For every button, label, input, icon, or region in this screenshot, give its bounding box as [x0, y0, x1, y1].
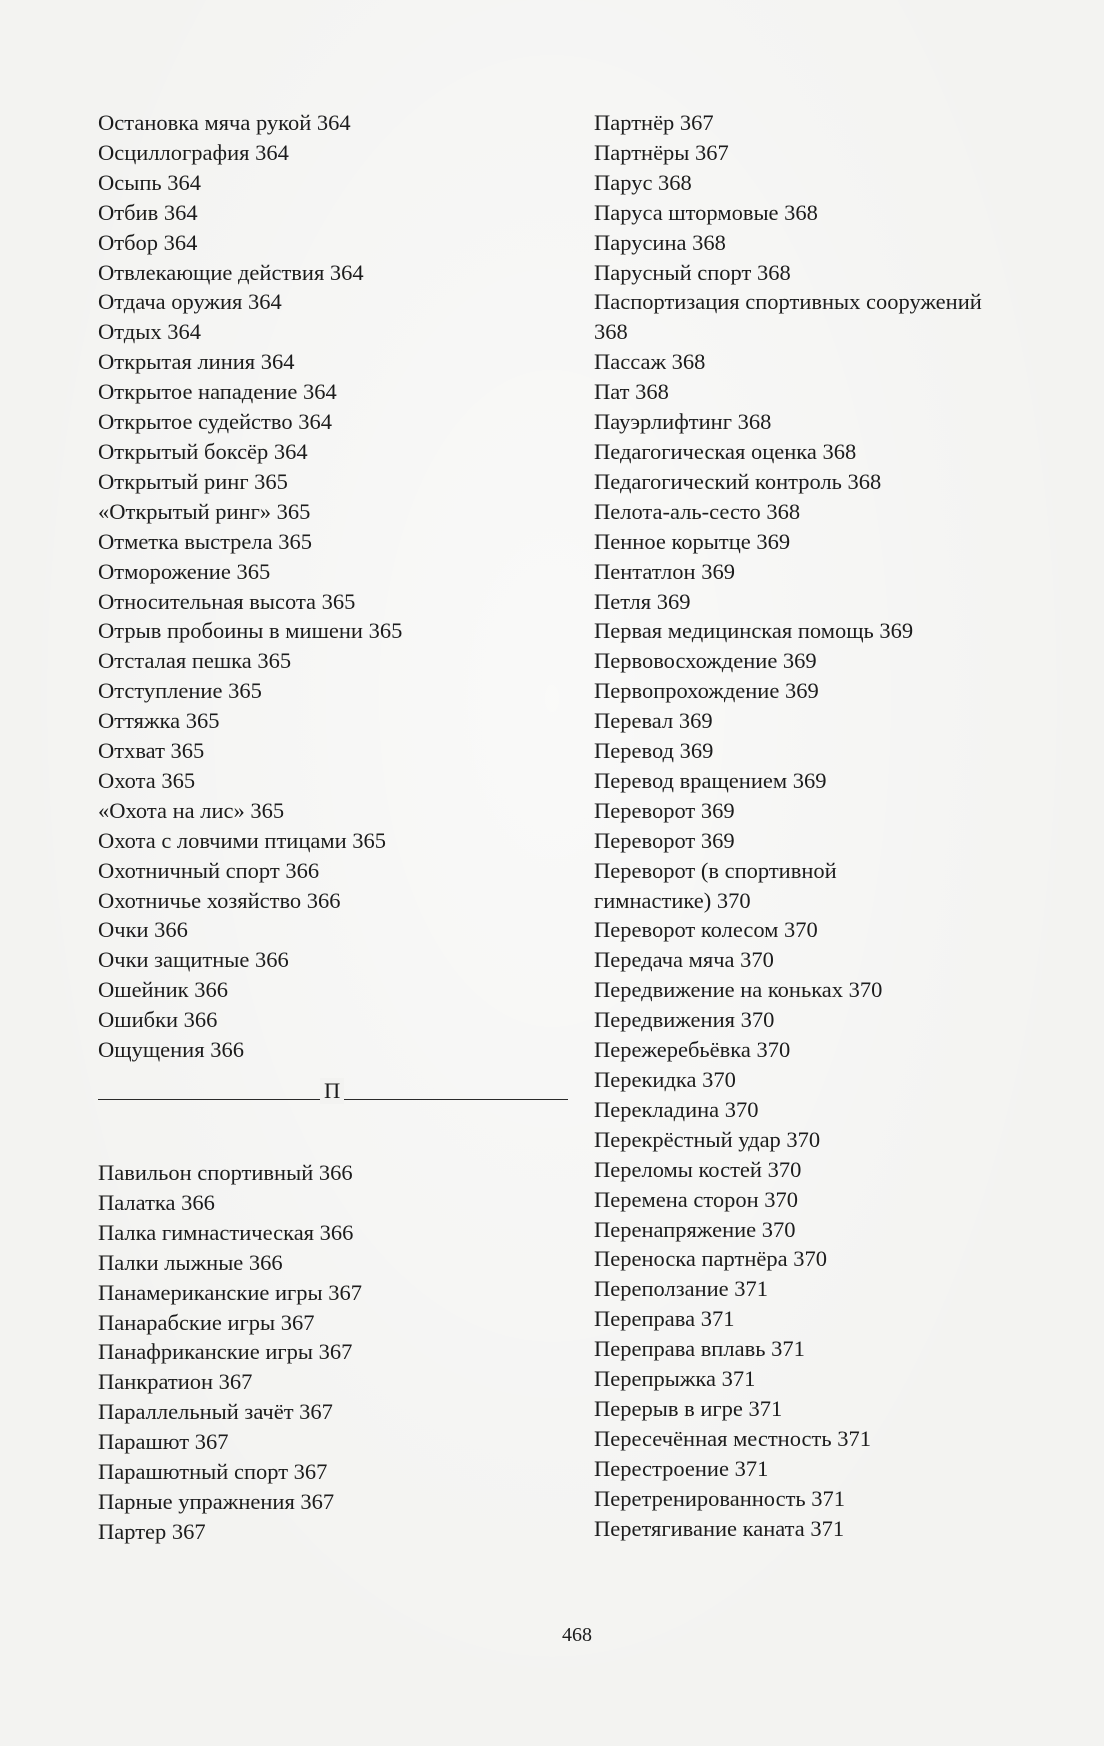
index-entry: Паспортизация спортивных сооружений	[594, 289, 982, 315]
index-entry: Отсталая пешка 365	[98, 648, 292, 674]
index-entry: Панкратион 367	[98, 1369, 253, 1395]
index-entry: Пенное корытце 369	[594, 528, 791, 554]
index-entry: Охота с ловчими птицами 365	[98, 827, 387, 853]
index-entry: Отметка выстрела 365	[98, 528, 313, 554]
index-entry: Перекрёстный удар 370	[594, 1126, 821, 1152]
section-letter: П	[320, 1078, 344, 1104]
index-entry: Отбор 364	[98, 229, 198, 255]
index-entry: Отрыв пробоины в мишени 365	[98, 618, 403, 644]
index-entry: Открытый боксёр 364	[98, 438, 308, 464]
index-entry: Перепрыжка 371	[594, 1366, 756, 1392]
index-entry: Пелота-аль-сесто 368	[594, 498, 801, 524]
index-entry: Отморожение 365	[98, 558, 271, 584]
index-entry: Пересечённая местность 371	[594, 1425, 871, 1451]
index-entry: Перевал 369	[594, 708, 713, 734]
index-entry: Открытое судейство 364	[98, 409, 332, 435]
index-entry: Парашют 367	[98, 1429, 229, 1455]
index-entry: Относительная высота 365	[98, 588, 356, 614]
index-entry: Партер 367	[98, 1518, 206, 1544]
index-entry: Перемена сторон 370	[594, 1186, 799, 1212]
index-entry: Перенапряжение 370	[594, 1216, 796, 1242]
index-entry: Переворот колесом 370	[594, 917, 818, 943]
index-entry: Парус 368	[594, 169, 692, 195]
index-entry: Открытая линия 364	[98, 349, 295, 375]
index-entry: Очки 366	[98, 917, 188, 943]
index-entry: Пентатлон 369	[594, 558, 735, 584]
index-entry: 368	[594, 319, 628, 345]
index-entry: Переломы костей 370	[594, 1156, 802, 1182]
index-entry: Переползание 371	[594, 1276, 769, 1302]
index-entry: Павильон спортивный 366	[98, 1160, 353, 1185]
index-entry: Палки лыжные 366	[98, 1249, 283, 1275]
index-entry: Парусина 368	[594, 229, 726, 255]
index-entry: Отбив 364	[98, 199, 198, 225]
index-entry: Пат 368	[594, 379, 669, 405]
index-entry: Параллельный зачёт 367	[98, 1399, 333, 1425]
index-entry: Охота 365	[98, 767, 196, 793]
index-entry: Петля 369	[594, 588, 691, 614]
index-column-left-top	[98, 108, 568, 1065]
index-entry: Партнёр 367	[594, 110, 714, 135]
index-entry: Первая медицинская помощь 369	[594, 618, 914, 644]
index-entry: Ощущения 366	[98, 1037, 244, 1063]
index-column-right	[594, 108, 1044, 1544]
index-entry: Перерыв в игре 371	[594, 1395, 783, 1421]
index-entry: Оттяжка 365	[98, 708, 220, 734]
index-entry: Отвлекающие действия 364	[98, 259, 364, 285]
index-entry: Перевод 369	[594, 738, 714, 764]
index-entry: Парусный спорт 368	[594, 259, 791, 285]
index-entry: Пауэрлифтинг 368	[594, 409, 772, 435]
index-entry: Ошибки 366	[98, 1007, 218, 1033]
index-entry: Отступление 365	[98, 678, 262, 704]
index-entry: Передача мяча 370	[594, 947, 774, 973]
index-entry: Отхват 365	[98, 738, 205, 764]
index-entry: Переправа вплавь 371	[594, 1336, 805, 1362]
index-entry: Переправа 371	[594, 1306, 735, 1332]
index-entry: Пассаж 368	[594, 349, 706, 375]
index-entry: Переворот 369	[594, 827, 735, 853]
index-entry: Осыпь 364	[98, 169, 202, 195]
index-entry: гимнастике) 370	[594, 887, 751, 913]
index-entry: Перекидка 370	[594, 1067, 736, 1092]
index-entry: «Открытый ринг» 365	[98, 498, 311, 524]
index-entry: Панамериканские игры 367	[98, 1279, 362, 1305]
index-entry: Педагогическая оценка 368	[594, 438, 857, 464]
index-entry: Перевод вращением 369	[594, 767, 827, 793]
index-entry: Перетягивание каната 371	[594, 1515, 845, 1541]
index-entry: Ошейник 366	[98, 977, 228, 1003]
index-entry: Педагогический контроль 368	[594, 468, 882, 494]
index-entry: Парные упражнения 367	[98, 1488, 335, 1514]
index-entry: Палатка 366	[98, 1189, 215, 1215]
index-entry: Отдых 364	[98, 319, 201, 345]
section-heading	[98, 1078, 568, 1110]
index-entry: Первовосхождение 369	[594, 648, 817, 674]
index-entry: Осциллография 364	[98, 139, 289, 165]
index-entry: Пережеребьёвка 370	[594, 1037, 791, 1063]
index-entry: Паруса штормовые 368	[594, 199, 818, 225]
index-entry: Панафриканские игры 367	[98, 1339, 353, 1365]
index-entry: Перекладина 370	[594, 1096, 759, 1122]
page-number: 468	[562, 1624, 592, 1646]
index-entry: Парашютный спорт 367	[98, 1459, 328, 1485]
index-entry: Отдача оружия 364	[98, 289, 282, 315]
index-entry: «Охота на лис» 365	[98, 797, 285, 823]
index-entry: Первопрохождение 369	[594, 678, 819, 704]
index-entry: Передвижения 370	[594, 1007, 775, 1033]
index-entry: Переворот 369	[594, 797, 735, 823]
index-entry: Перестроение 371	[594, 1455, 769, 1481]
index-entry: Очки защитные 366	[98, 947, 289, 973]
index-entry: Палка гимнастическая 366	[98, 1219, 354, 1245]
index-entry: Перетренированность 371	[594, 1485, 846, 1511]
index-entry: Охотничный спорт 366	[98, 857, 320, 883]
index-entry: Партнёры 367	[594, 139, 729, 165]
index-column-left-bottom	[98, 1158, 568, 1547]
index-entry: Охотничье хозяйство 366	[98, 887, 341, 913]
index-entry: Переноска партнёра 370	[594, 1246, 827, 1272]
index-entry: Переворот (в спортивной	[594, 857, 837, 883]
index-entry: Остановка мяча рукой 364	[98, 110, 351, 135]
index-entry: Открытое нападение 364	[98, 379, 337, 405]
index-entry: Панарабские игры 367	[98, 1309, 315, 1335]
index-entry: Передвижение на коньках 370	[594, 977, 883, 1003]
index-entry: Открытый ринг 365	[98, 468, 288, 494]
